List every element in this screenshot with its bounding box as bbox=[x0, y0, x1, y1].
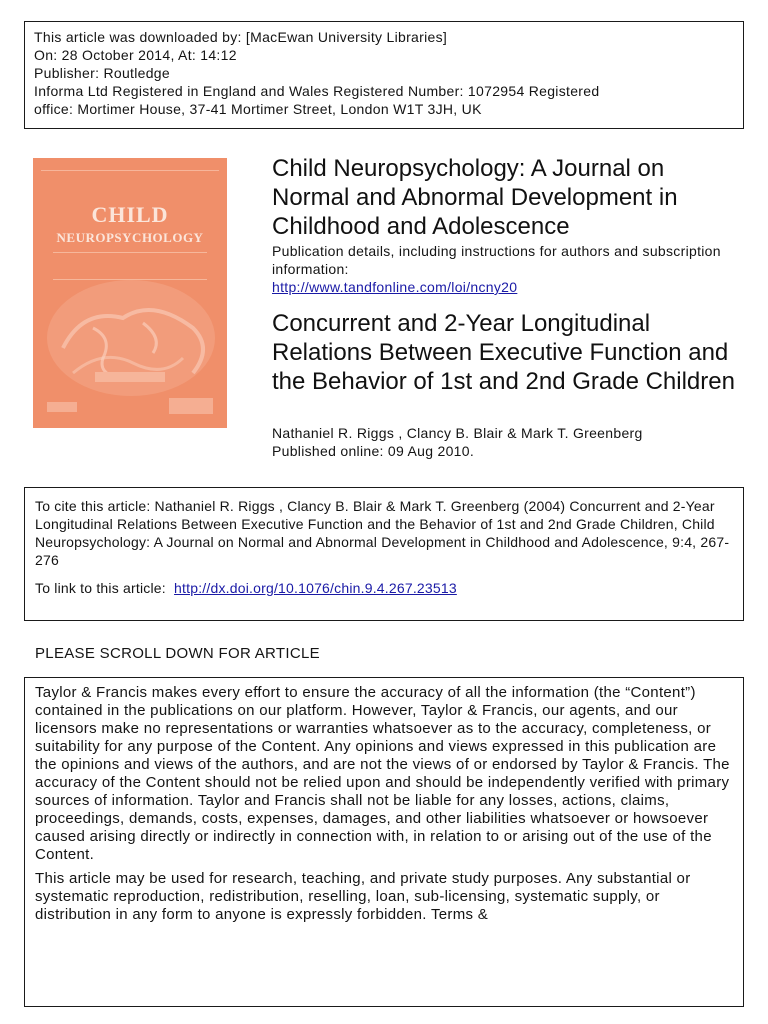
publisher-logo bbox=[169, 398, 213, 414]
disclaimer-paragraph: Taylor & Francis makes every effort to ensure the accuracy of all the information (the “Content”) contained in the publications on our platform. However, Taylor & Francis, our agents, and our licensors make no representations or warranties whatsoever as to the accuracy, completeness, or suitability for any purpose of the Content. Any opinions and views expressed in this publication are the opinions and views of the authors, and are not the views of or endorsed by Taylor & Francis. The accuracy of the Content should not be relied upon and should be independently verified with primary sources of information. Taylor and Francis shall not be liable for any losses, actions, claims, proceedings, demands, costs, expenses, damages, and other liabilities whatsoever or howsoever caused arising directly or indirectly in connection with, in relation to or arising out of the use of the Content. bbox=[35, 684, 730, 863]
cover-barcode bbox=[47, 402, 77, 412]
journal-url-link[interactable]: http://www.tandfonline.com/loi/ncny20 bbox=[272, 279, 518, 295]
office-address: office: Mortimer House, 37-41 Mortimer Street, London W1T 3JH, UK bbox=[34, 101, 482, 117]
cover-editor-label bbox=[95, 372, 165, 382]
article-link-label: To link to this article: bbox=[35, 580, 166, 596]
download-info-box bbox=[24, 21, 744, 129]
citation-text: To cite this article: Nathaniel R. Riggs , Clancy B. Blair & Mark T. Greenberg (2004) Concurrent and 2-Year Longitudinal Relations Between Executive Function and the Behavior of 1st and 2nd Grade Children, Child Neuropsychology: A Journal on Normal and Abnormal Development in Childhood and Adolescence, 9:4, 267-276 bbox=[35, 498, 730, 568]
download-date: On: 28 October 2014, At: 14:12 bbox=[34, 47, 237, 63]
download-line: This article was downloaded by: [MacEwan University Libraries] bbox=[34, 29, 448, 45]
doi-link[interactable]: http://dx.doi.org/10.1076/chin.9.4.267.23513 bbox=[174, 580, 457, 596]
journal-cover-image bbox=[33, 158, 227, 428]
publication-details-text: Publication details, including instructions for authors and subscription information: bbox=[272, 243, 721, 277]
scroll-notice: PLEASE SCROLL DOWN FOR ARTICLE bbox=[35, 645, 320, 662]
cover-subtitle-band bbox=[53, 252, 207, 280]
journal-title: Child Neuropsychology: A Journal on Normal and Abnormal Development in Childhood and Adolescence bbox=[272, 155, 678, 240]
disclaimer-box bbox=[24, 677, 744, 1007]
article-link-row bbox=[35, 579, 733, 597]
usage-paragraph: This article may be used for research, teaching, and private study purposes. Any substantial or systematic reproduction, redistribution, reselling, loan, sub-licensing, systematic supply, or distribution in any form to anyone is expressly forbidden. Terms & bbox=[35, 870, 691, 923]
citation-box bbox=[24, 487, 744, 621]
brain-illustration bbox=[43, 278, 219, 408]
cover-title-line1: CHILD bbox=[91, 202, 169, 227]
authors: Nathaniel R. Riggs , Clancy B. Blair & Mark T. Greenberg bbox=[272, 425, 643, 441]
article-title: Concurrent and 2-Year Longitudinal Relations Between Executive Function and the Behavior of 1st and 2nd Grade Children bbox=[272, 310, 735, 395]
cover-title-line2: NEUROPSYCHOLOGY bbox=[56, 230, 204, 245]
publication-details bbox=[272, 242, 742, 296]
published-date: Published online: 09 Aug 2010. bbox=[272, 443, 475, 459]
article-meta bbox=[272, 424, 742, 460]
publisher: Publisher: Routledge bbox=[34, 65, 170, 81]
cover-header-rule bbox=[41, 166, 219, 171]
registration-line: Informa Ltd Registered in England and Wales Registered Number: 1072954 Registered bbox=[34, 83, 600, 99]
